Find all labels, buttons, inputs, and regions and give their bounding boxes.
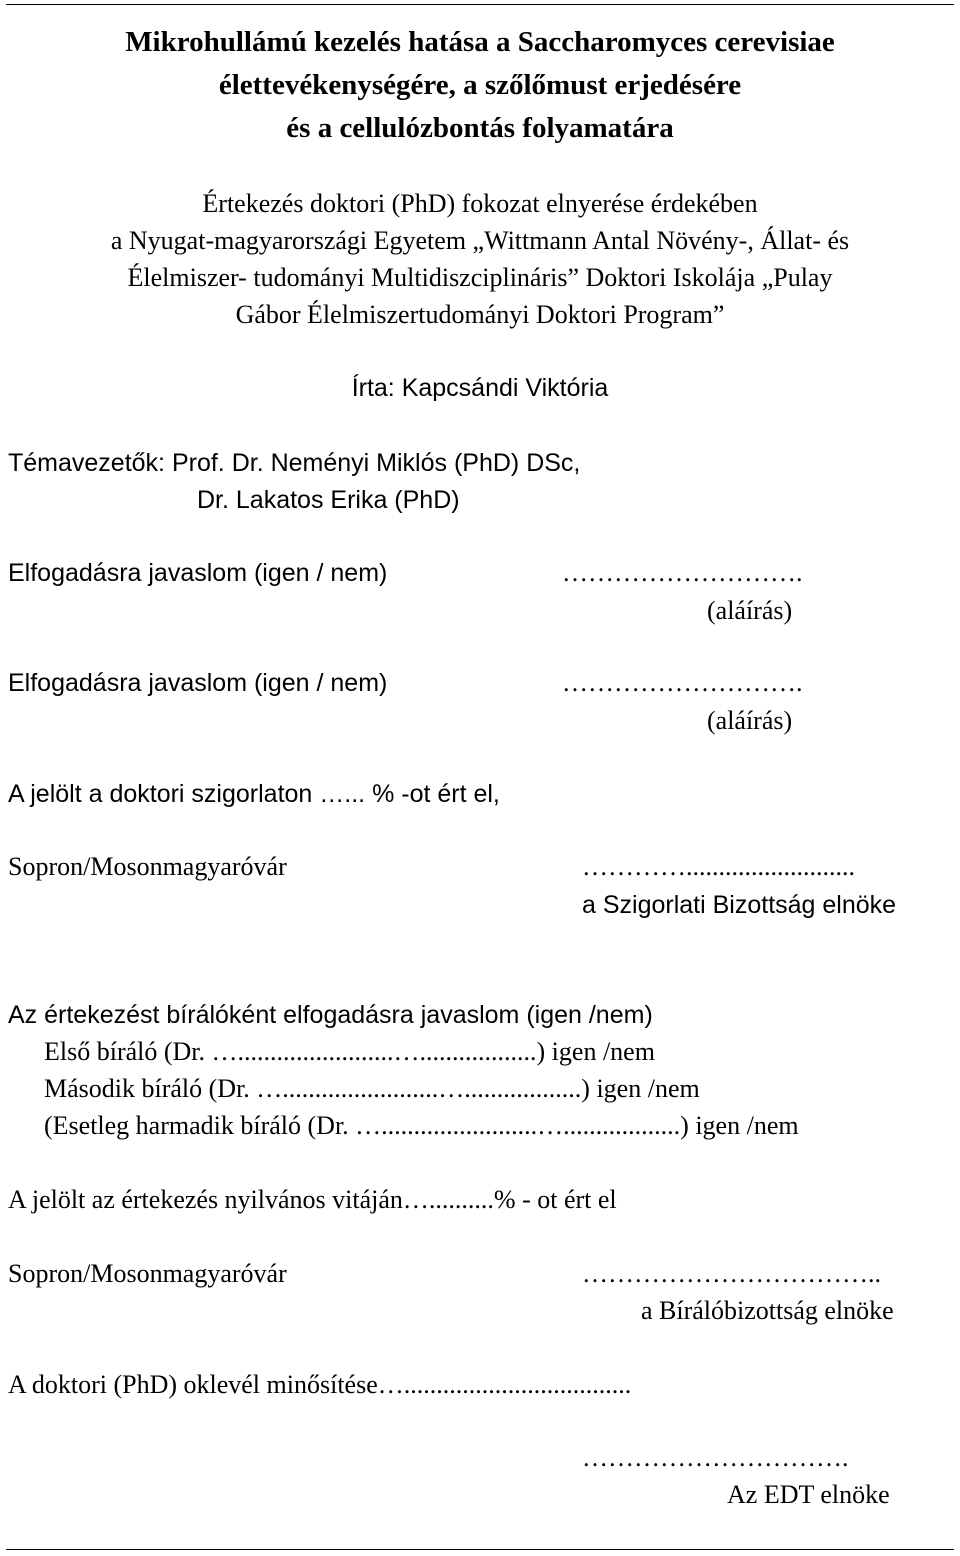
subtitle-line-1: Értekezés doktori (PhD) fokozat elnyerése érdekében: [202, 189, 758, 218]
title-line-3: és a cellulózbontás folyamatára: [286, 112, 674, 144]
edt-signature-line: ………………………….: [582, 1443, 849, 1472]
title-line-2: élettevékenységére, a szőlőmust erjedésére: [218, 69, 742, 101]
exam-signature-caption: a Szigorlati Bizottság elnöke: [582, 891, 897, 919]
signature-caption-2: (aláírás): [707, 706, 793, 735]
subtitle-line-2: a Nyugat-magyarországi Egyetem „Wittmann Antal Növény-, Állat- és: [110, 226, 850, 255]
exam-place: Sopron/Mosonmagyaróvár: [8, 852, 287, 881]
signature-line-1: ……………………….: [562, 558, 803, 587]
third-reviewer: (Esetleg harmadik bíráló (Dr. …........................…..................) igen /nem: [44, 1111, 799, 1140]
recommendation-label-2: Elfogadásra javaslom (igen / nem): [8, 669, 388, 697]
defense-result: A jelölt az értekezés nyilvános vitáján…..........% - ot ért el: [8, 1185, 617, 1214]
defense-signature-caption: a Bírálóbizottság elnöke: [641, 1296, 894, 1325]
supervisors-line-1: Témavezetők: Prof. Dr. Neményi Miklós (PhD) DSc,: [8, 449, 581, 477]
author: Írta: Kapcsándi Viktória: [351, 374, 609, 402]
reviewers-intro: Az értekezést bírálóként elfogadásra javaslom (igen /nem): [8, 1001, 653, 1029]
bottom-rule: [6, 1549, 954, 1550]
signature-caption-1: (aláírás): [707, 596, 793, 625]
title-line-1: Mikrohullámú kezelés hatása a Saccharomyces cerevisiae: [125, 26, 835, 58]
first-reviewer: Első bíráló (Dr. …........................…..................) igen /nem: [44, 1037, 655, 1066]
exam-signature-line: …………..........................: [582, 852, 855, 881]
top-rule: [6, 4, 954, 5]
qualification: A doktori (PhD) oklevél minősítése…...................................: [8, 1370, 632, 1399]
signature-line-2: ……………………….: [562, 668, 803, 697]
subtitle-line-4: Gábor Élelmiszertudományi Doktori Program”: [235, 300, 725, 329]
recommendation-label-1: Elfogadásra javaslom (igen / nem): [8, 559, 388, 587]
exam-result: A jelölt a doktori szigorlaton …... % -ot ért el,: [8, 780, 500, 808]
supervisors-line-2: Dr. Lakatos Erika (PhD): [197, 486, 460, 514]
defense-signature-line: ……………………………..: [582, 1259, 881, 1288]
second-reviewer: Második bíráló (Dr. …........................…..................) igen /nem: [44, 1074, 700, 1103]
edt-signature-caption: Az EDT elnöke: [727, 1480, 890, 1509]
subtitle-line-3: Élelmiszer- tudományi Multidiszciplináris” Doktori Iskolája „Pulay: [127, 263, 833, 292]
defense-place: Sopron/Mosonmagyaróvár: [8, 1259, 287, 1288]
